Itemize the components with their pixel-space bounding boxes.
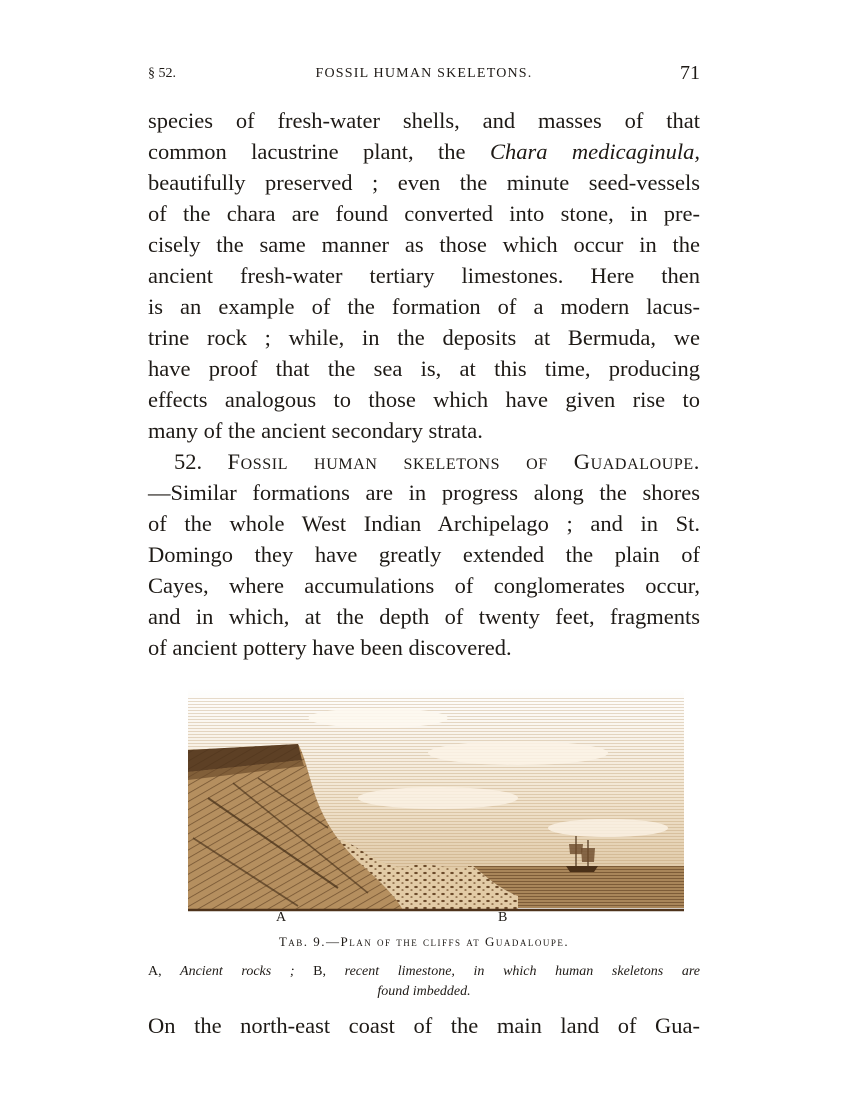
section-heading-title: Fossil human skeletons of Guadaloupe.	[227, 449, 701, 474]
body-text	[148, 105, 700, 663]
section-heading	[148, 446, 700, 477]
text-line: of the whole West Indian Archipelago ; and in St.	[148, 511, 700, 536]
text-line: of the chara are found converted into stone, in pre-	[148, 201, 700, 226]
running-title: FOSSIL HUMAN SKELETONS.	[315, 66, 533, 81]
cloud	[308, 708, 448, 728]
text-line: beautifully preserved ; even the minute seed-vessels	[148, 170, 700, 195]
section-heading-number: 52.	[174, 449, 203, 474]
caption-letter-b: B,	[313, 964, 327, 979]
caption-line: found imbedded.	[377, 984, 471, 999]
caption-a-text: Ancient rocks ;	[180, 964, 295, 979]
section-number: § 52.	[148, 66, 176, 81]
caption-line	[148, 962, 700, 982]
text-line: and in which, at the depth of twenty feet, fragments	[148, 604, 700, 629]
caption-b-text: recent limestone, in which human skeletons are	[344, 964, 700, 979]
text-line: many of the ancient secondary strata.	[148, 418, 483, 443]
text-line: —Similar formations are in progress along the shores	[148, 480, 700, 505]
text-line: effects analogous to those which have given rise to	[148, 387, 700, 412]
page-number: 71	[680, 62, 700, 84]
cliff-illustration	[188, 688, 684, 918]
running-head	[148, 62, 700, 88]
text-line: trine rock ; while, in the deposits at Bermuda, we	[148, 325, 700, 350]
text-line: ancient fresh-water tertiary limestones. Here then	[148, 263, 700, 288]
figure-caption	[148, 962, 700, 1002]
text-line: Cayes, where accumulations of conglomerates occur,	[148, 573, 700, 598]
text-line: On the north-east coast of the main land of Gua-	[148, 1013, 700, 1038]
cloud	[548, 819, 668, 837]
text-line: is an example of the formation of a modern lacus-	[148, 294, 700, 319]
caption-letter-a: A,	[148, 964, 162, 979]
text-line: Domingo they have greatly extended the plain of	[148, 542, 700, 567]
species-name: Chara medicaginula,	[489, 139, 700, 164]
text-line: of ancient pottery have been discovered.	[148, 635, 512, 660]
text-fragment: common lacustrine plant, the	[148, 139, 466, 164]
figure-label-a: A	[276, 910, 287, 925]
text-line	[148, 136, 700, 167]
cloud	[358, 787, 518, 809]
text-line: have proof that the sea is, at this time, producing	[148, 356, 700, 381]
figure-label-b: B	[498, 910, 508, 925]
text-line: cisely the same manner as those which occur in the	[148, 232, 700, 257]
figure-caption-title: Tab. 9.—Plan of the cliffs at Guadaloupe.	[278, 934, 570, 949]
cloud	[428, 741, 608, 765]
text-line: species of fresh-water shells, and masses of that	[148, 108, 700, 133]
